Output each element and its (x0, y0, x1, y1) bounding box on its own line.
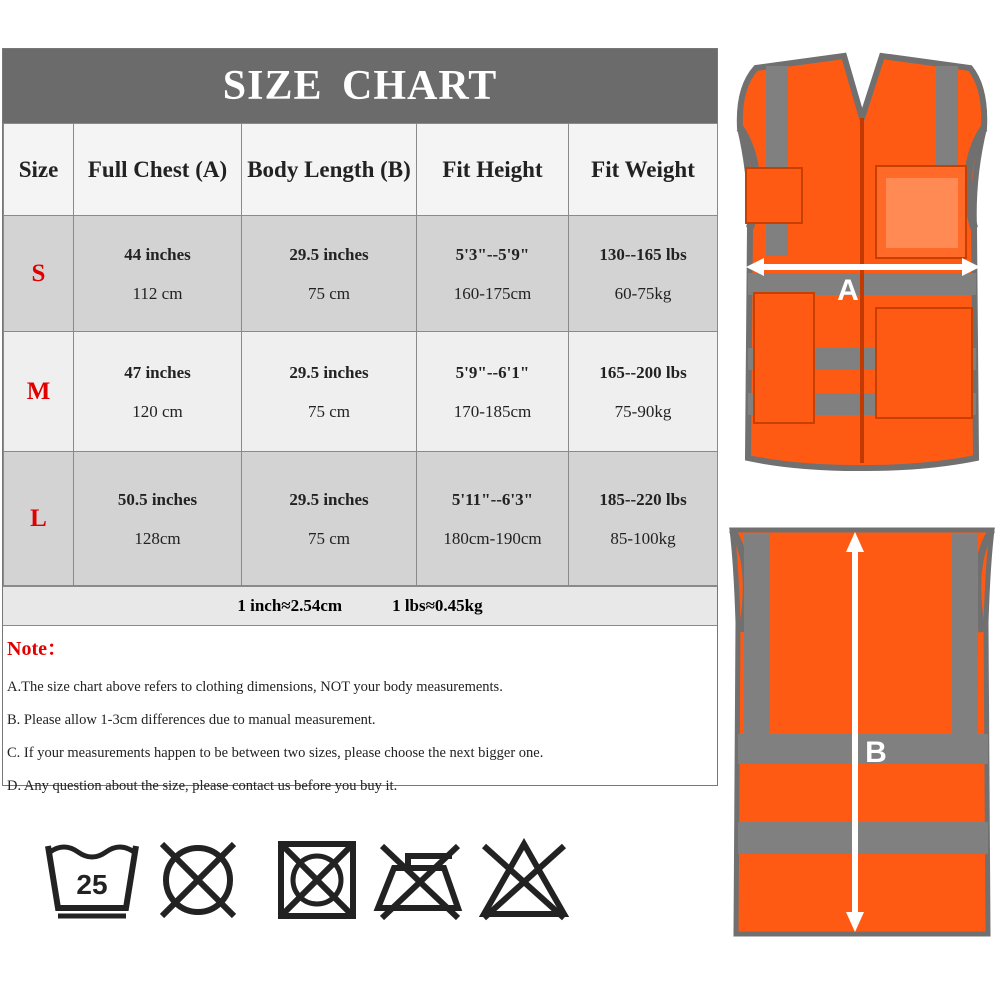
vest-front-image (726, 48, 1000, 488)
vest-back-image (724, 522, 1000, 942)
horizontal-reflective-stripe (738, 822, 988, 854)
weight-kg: 85-100kg (610, 528, 676, 548)
chest-cm: 112 cm (132, 283, 183, 303)
table-row (4, 216, 718, 332)
height-feet: 5'9"--6'1" (455, 362, 530, 382)
size-table (3, 123, 718, 586)
weight-cell (569, 216, 718, 332)
unit-conversion (3, 586, 717, 625)
vertical-reflective-stripe (744, 534, 770, 734)
do-not-bleach-icon (478, 838, 570, 922)
height-feet: 5'11"--6'3" (451, 489, 534, 509)
chest-inches: 47 inches (124, 362, 191, 382)
height-feet: 5'3"--5'9" (455, 244, 530, 264)
side-pocket (754, 293, 814, 423)
notes-title: Note： (7, 638, 67, 660)
chest-inches: 50.5 inches (117, 489, 198, 509)
length-inches: 29.5 inches (289, 244, 369, 264)
measure-label-b: B (865, 736, 887, 769)
chest-cm: 120 cm (132, 401, 183, 421)
header-fit-weight: Fit Weight (569, 124, 718, 216)
weight-lbs: 165--200 lbs (599, 362, 687, 382)
vertical-reflective-stripe (766, 66, 788, 256)
height-cell (417, 216, 569, 332)
header-full-chest: Full Chest (A) (74, 124, 242, 216)
chest-cell (74, 452, 242, 586)
height-cell (417, 332, 569, 452)
weight-lbs: 130--165 lbs (599, 244, 687, 264)
chest-cell (74, 332, 242, 452)
table-header-row (4, 124, 718, 216)
lbs-conversion: 1 lbs≈0.45kg (392, 596, 483, 615)
header-size: Size (4, 124, 74, 216)
weight-lbs: 185--220 lbs (599, 489, 687, 509)
chest-cm: 128cm (134, 528, 181, 548)
table-row (4, 332, 718, 452)
horizontal-reflective-stripe (738, 734, 988, 764)
weight-cell (569, 452, 718, 586)
weight-kg: 75-90kg (614, 401, 672, 421)
do-not-dry-clean-icon (275, 838, 359, 922)
measure-label-a: A (837, 274, 859, 307)
chart-title: SIZE CHART (3, 49, 717, 123)
height-cell (417, 452, 569, 586)
chest-cell (74, 216, 242, 332)
size-label: S (4, 216, 74, 332)
table-row (4, 452, 718, 586)
note-line: A.The size chart above refers to clothing dimensions, NOT your body measurements. (7, 679, 503, 695)
vertical-reflective-stripe (952, 534, 978, 734)
height-cm: 160-175cm (453, 283, 532, 303)
wash-30-icon (44, 838, 140, 922)
size-label: L (4, 452, 74, 586)
header-body-length: Body Length (B) (242, 124, 417, 216)
do-not-tumble-dry-icon (156, 838, 240, 922)
length-cell (242, 332, 417, 452)
note-line: D. Any question about the size, please contact us before you buy it. (7, 778, 398, 794)
header-fit-height: Fit Height (417, 124, 569, 216)
size-label: M (4, 332, 74, 452)
length-inches: 29.5 inches (289, 489, 369, 509)
wash-temp-label: 25 (76, 869, 108, 900)
note-line: B. Please allow 1-3cm differences due to manual measurement. (7, 712, 376, 728)
side-pocket (876, 308, 972, 418)
length-cm: 75 cm (307, 528, 351, 548)
inch-conversion: 1 inch≈2.54cm (237, 596, 343, 615)
size-chart (2, 48, 718, 794)
height-cm: 180cm-190cm (443, 528, 542, 548)
chest-inches: 44 inches (124, 244, 191, 264)
id-window (886, 178, 958, 248)
weight-cell (569, 332, 718, 452)
length-inches: 29.5 inches (289, 362, 369, 382)
note-line: C. If your measurements happen to be between two sizes, please choose the next bigger one. (7, 745, 544, 761)
chest-pocket (746, 168, 802, 223)
weight-kg: 60-75kg (614, 283, 672, 303)
length-cm: 75 cm (307, 401, 351, 421)
do-not-iron-icon (372, 838, 468, 922)
height-cm: 170-185cm (453, 401, 532, 421)
length-cell (242, 452, 417, 586)
length-cm: 75 cm (307, 283, 351, 303)
notes-section (3, 625, 717, 794)
length-cell (242, 216, 417, 332)
